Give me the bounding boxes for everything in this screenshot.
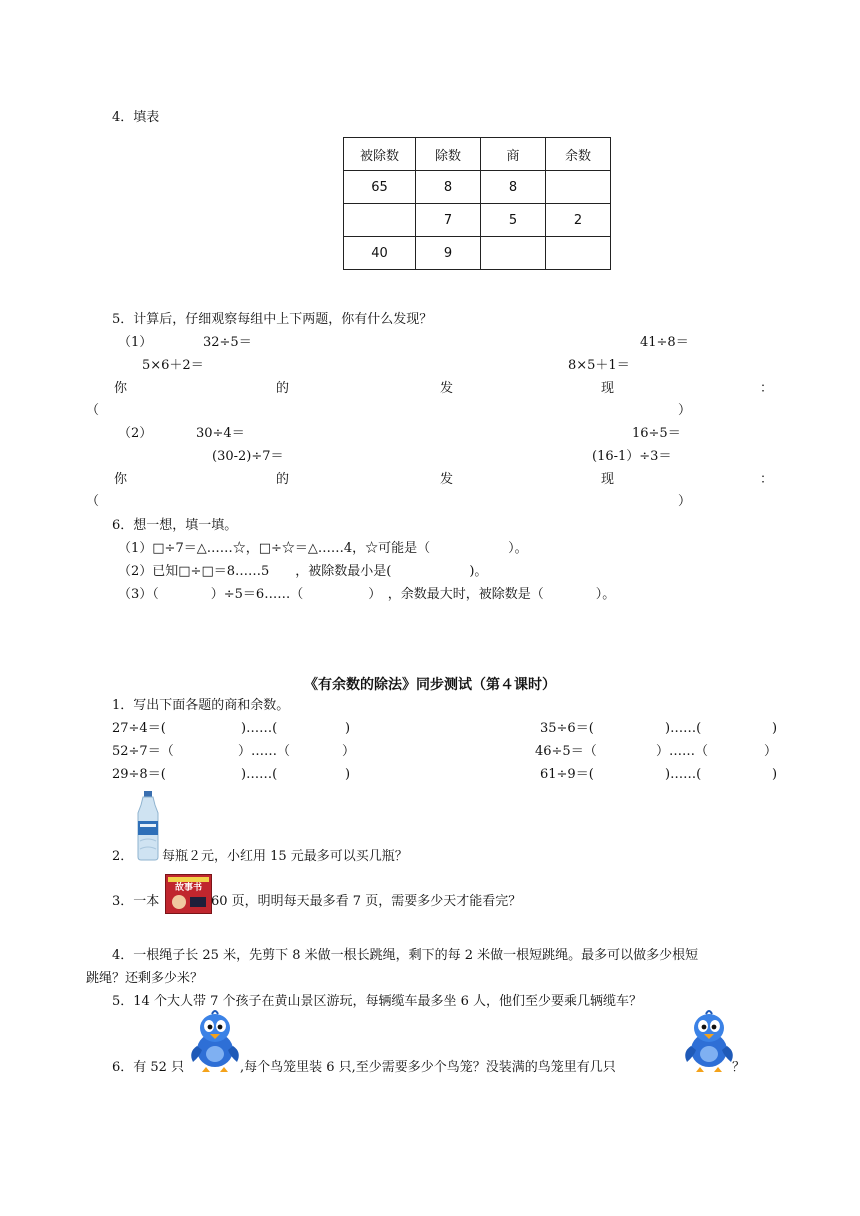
header-cell: 余数 bbox=[546, 138, 611, 171]
bird-icon bbox=[682, 1008, 736, 1074]
division-blank: )……( bbox=[241, 721, 278, 736]
table-row bbox=[344, 204, 611, 237]
division-expression: 61÷9＝( bbox=[540, 767, 594, 782]
p6-text-b: ,每个鸟笼里装 6 只,至少需要多少个鸟笼？没装满的鸟笼里有几只 bbox=[240, 1060, 616, 1075]
water-bottle-icon bbox=[134, 791, 162, 861]
find-word: 的 bbox=[276, 381, 290, 396]
division-expression: 46÷5＝（ bbox=[535, 744, 597, 759]
p3-text-a: 3．一本 bbox=[112, 894, 160, 909]
p4-line-2: 跳绳？还剩多少米？ bbox=[86, 971, 204, 986]
division-blank: )……( bbox=[665, 767, 702, 782]
q5-group2-d: (16-1）÷3＝ bbox=[592, 449, 672, 464]
find-word: 现 bbox=[601, 381, 615, 396]
q6-line-2: （2）已知□÷□＝8……5 ，被除数最小是( )。 bbox=[118, 564, 488, 579]
division-blank: )……( bbox=[665, 721, 702, 736]
q5-group2-a: 30÷4＝ bbox=[196, 426, 245, 441]
table-row bbox=[344, 237, 611, 270]
answer-close-paren: ） bbox=[678, 403, 692, 418]
q5-group1-b: 41÷8＝ bbox=[640, 335, 689, 350]
division-blank: ） bbox=[764, 744, 778, 759]
table-cell: 8 bbox=[481, 171, 546, 204]
find-word: 你 bbox=[114, 472, 128, 487]
answer-close-paren: ） bbox=[678, 494, 692, 509]
story-book-icon bbox=[165, 874, 212, 914]
q4-label: 4．填表 bbox=[112, 110, 160, 125]
q6-label: 6．想一想，填一填。 bbox=[112, 518, 238, 533]
find-word: 你 bbox=[114, 381, 128, 396]
q5-group2-c: (30-2)÷7＝ bbox=[212, 449, 284, 464]
find-word: 发 bbox=[440, 381, 454, 396]
division-blank: ）……（ bbox=[656, 744, 709, 759]
p2-text: 每瓶２元，小红用 15 元最多可以买几瓶？ bbox=[162, 849, 408, 864]
table-header-row bbox=[344, 138, 611, 171]
division-blank: ）……（ bbox=[238, 744, 291, 759]
bird-icon bbox=[188, 1008, 242, 1074]
book-title: 故事书 bbox=[174, 883, 202, 893]
q5-group1-d: 8×5＋1＝ bbox=[568, 358, 630, 373]
find-word: ： bbox=[760, 472, 774, 487]
division-blank: ) bbox=[772, 721, 778, 736]
p4-line-1: 4．一根绳子长 25 米，先剪下 8 米做一根长跳绳，剩下的每 2 米做一根短跳绳。最多可以做多少根短 bbox=[112, 948, 699, 963]
header-cell: 除数 bbox=[416, 138, 481, 171]
q5-group2-b: 16÷5＝ bbox=[632, 426, 681, 441]
table-cell bbox=[546, 171, 611, 204]
table-cell: 7 bbox=[416, 204, 481, 237]
fill-table bbox=[343, 137, 611, 270]
p2-number: 2． bbox=[112, 849, 134, 864]
table-cell: 2 bbox=[546, 204, 611, 237]
division-expression: 29÷8＝( bbox=[112, 767, 166, 782]
table-cell: 40 bbox=[344, 237, 416, 270]
table-cell bbox=[344, 204, 416, 237]
table-cell: 5 bbox=[481, 204, 546, 237]
q5-label: 5．计算后，仔细观察每组中上下两题，你有什么发现？ bbox=[112, 312, 433, 327]
q5-group1-label: （1） bbox=[118, 335, 153, 350]
table-cell bbox=[481, 237, 546, 270]
find-word: ： bbox=[760, 381, 774, 396]
find-word: 现 bbox=[601, 472, 615, 487]
header-cell: 商 bbox=[481, 138, 546, 171]
find-word: 发 bbox=[440, 472, 454, 487]
answer-open-paren: （ bbox=[86, 403, 100, 418]
p5-text: 5．14 个大人带 7 个孩子在黄山景区游玩，每辆缆车最多坐 6 人，他们至少要乘几辆缆车？ bbox=[112, 994, 643, 1009]
p6-text-a: 6．有 52 只 bbox=[112, 1060, 185, 1075]
p3-text-b: 60 页，明明每天最多看 7 页，需要多少天才能看完？ bbox=[211, 894, 522, 909]
division-expression: 52÷7＝（ bbox=[112, 744, 174, 759]
table-cell: 8 bbox=[416, 171, 481, 204]
q5-group1-c: 5×6＋2＝ bbox=[142, 358, 204, 373]
q6-line-1: （1）□÷7＝△……☆，□÷☆＝△……4，☆可能是（ ）。 bbox=[118, 541, 528, 556]
q6-line-3: （3）（ ）÷5＝6……（ ） ，余数最大时，被除数是（ ）。 bbox=[118, 587, 616, 602]
header-cell: 被除数 bbox=[344, 138, 416, 171]
answer-open-paren: （ bbox=[86, 494, 100, 509]
p1-label: 1．写出下面各题的商和余数。 bbox=[112, 698, 290, 713]
table-cell: 65 bbox=[344, 171, 416, 204]
q5-group2-label: （2） bbox=[118, 426, 153, 441]
division-expression: 35÷6＝( bbox=[540, 721, 594, 736]
find-word: 的 bbox=[276, 472, 290, 487]
division-expression: 27÷4＝( bbox=[112, 721, 166, 736]
section-title: 《有余数的除法》同步测试（第４课时） bbox=[304, 677, 556, 693]
division-blank: ） bbox=[342, 744, 356, 759]
table-row bbox=[344, 171, 611, 204]
p6-text-c: ？ bbox=[732, 1060, 746, 1075]
division-blank: ) bbox=[345, 721, 351, 736]
table-cell: 9 bbox=[416, 237, 481, 270]
division-blank: ) bbox=[772, 767, 778, 782]
division-blank: )……( bbox=[241, 767, 278, 782]
table-cell bbox=[546, 237, 611, 270]
q5-group1-a: 32÷5＝ bbox=[203, 335, 252, 350]
division-blank: ) bbox=[345, 767, 351, 782]
